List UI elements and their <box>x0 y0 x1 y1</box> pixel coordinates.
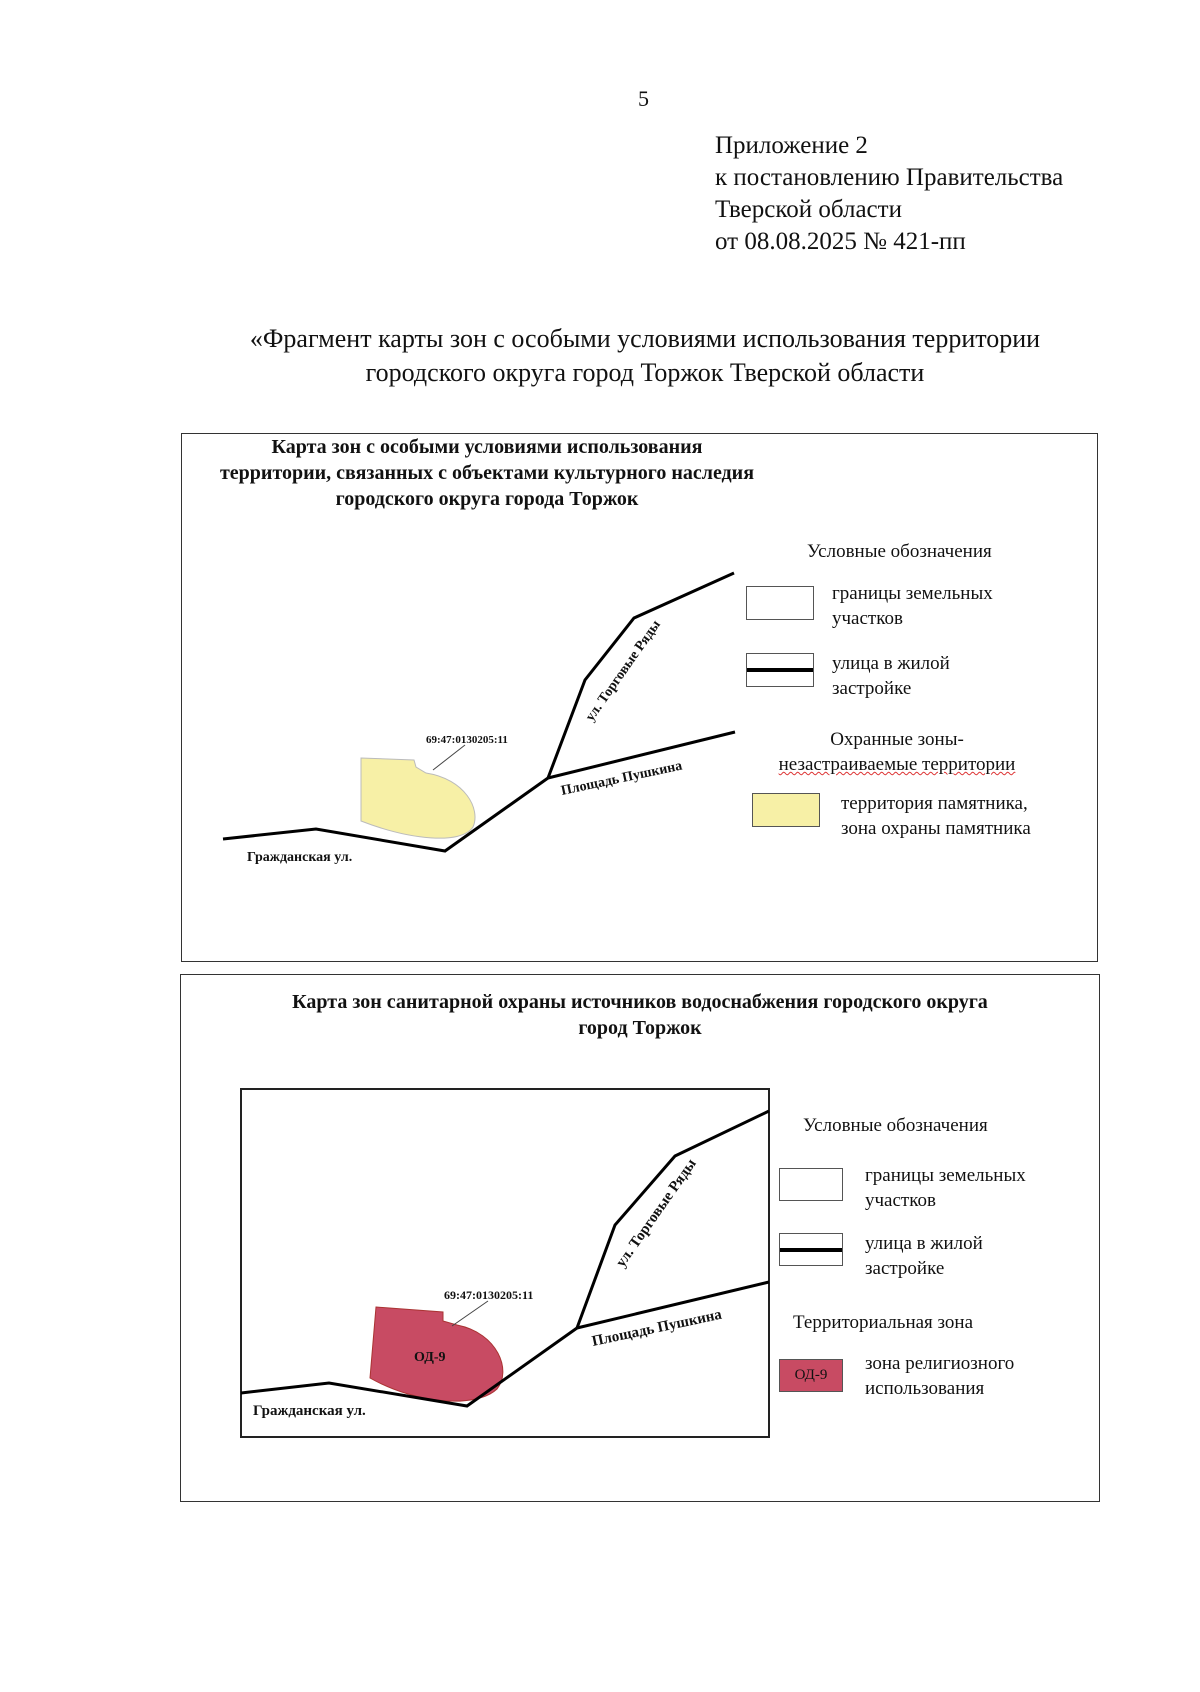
map2-legend-zone-swatch-label: ОД-9 <box>794 1367 828 1383</box>
map1-drawing <box>182 434 1097 961</box>
map1-title-line-3: городского округа города Торжок <box>335 488 639 510</box>
map2-legend-boundary-label <box>865 1163 1026 1213</box>
map1-legend-heading: Условные обозначения <box>807 541 992 562</box>
map2-legend-religious-label <box>865 1351 1014 1401</box>
map2-legend-boundary-line-2: участков <box>865 1190 936 1211</box>
map2-legend-street-swatch <box>779 1233 843 1266</box>
map2-legend-heading: Условные обозначения <box>803 1115 988 1136</box>
map2-zone-code: ОД-9 <box>414 1350 446 1365</box>
appendix-line-3: Тверской области <box>715 196 902 223</box>
map1-label-grazhdanskaya: Гражданская ул. <box>247 850 353 865</box>
map2-label-torgovye: ул. Торговые Ряды <box>613 1156 700 1271</box>
document-title-line-2: городского округа город Торжок Тверской области <box>365 358 925 387</box>
map2-label-pushkin: Площадь Пушкина <box>590 1306 724 1350</box>
map2-legend-street-line-1: улица в жилой <box>865 1233 983 1254</box>
map2-legend-boundary-swatch <box>779 1168 843 1201</box>
appendix-header <box>715 130 1063 258</box>
map1-legend-street-label <box>832 651 950 701</box>
appendix-line-1: Приложение 2 <box>715 132 868 159</box>
map2-legend-street-line-2: застройке <box>865 1258 945 1279</box>
map2-title-line-2: город Торжок <box>578 1017 702 1039</box>
appendix-line-4: от 08.08.2025 № 421-пп <box>715 228 966 255</box>
map1-parcel-leader <box>433 745 465 770</box>
map1-legend-street-line-1: улица в жилой <box>832 653 950 674</box>
map2-legend-territorial-heading: Территориальная зона <box>793 1312 974 1333</box>
map1-street-torgovye-line <box>548 573 734 778</box>
map-panel-sanitary-protection <box>180 974 1100 1502</box>
map1-legend-monument-line-2: зона охраны памятника <box>841 818 1031 839</box>
appendix-line-2: к постановлению Правительства <box>715 164 1064 191</box>
map1-label-torgovye: ул. Торговые Ряды <box>582 617 664 725</box>
map2-legend-boundary-line-1: границы земельных <box>865 1165 1026 1186</box>
map1-title-line-1: Карта зон с особыми условиями использования <box>271 436 703 458</box>
map2-legend-religious-line-1: зона религиозного <box>865 1353 1015 1374</box>
map1-parcel-number: 69:47:0130205:11 <box>426 734 508 746</box>
map-panel-cultural-heritage <box>181 433 1098 962</box>
map1-legend-street-line-2: застройке <box>832 678 912 699</box>
map1-legend-protected-heading-line-2: незастраиваемые территории <box>778 754 1016 775</box>
map1-legend-boundary-label <box>832 581 993 631</box>
map1-legend-boundary-line-1: границы земельных <box>832 583 993 604</box>
page-number: 5 <box>638 86 649 111</box>
map2-label-grazhdanskaya: Гражданская ул. <box>253 1403 366 1419</box>
map1-legend-protected-heading-line-1: Охранные зоны- <box>830 729 964 750</box>
map1-legend-monument-label <box>841 791 1031 841</box>
document-title <box>130 322 1160 390</box>
map2-street-torgovye-line <box>577 1111 769 1328</box>
map1-legend-street-swatch <box>746 653 814 687</box>
map1-legend-boundary-line-2: участков <box>832 608 903 629</box>
map1-legend-monument-line-1: территория памятника, <box>841 793 1028 814</box>
map2-legend-religious-line-2: использования <box>865 1378 985 1399</box>
map1-title-line-2: территории, связанных с объектами культурного наследия <box>219 462 755 484</box>
map2-title-line-1: Карта зон санитарной охраны источников водоснабжения городского округа <box>292 991 988 1013</box>
map1-legend-boundary-swatch <box>746 586 814 620</box>
map1-parcel <box>361 758 475 838</box>
map1-legend-protected-heading <box>752 727 1042 777</box>
map2-parcel-leader <box>452 1301 488 1326</box>
map2-legend-street-label <box>865 1231 983 1281</box>
map1-label-pushkin: Площадь Пушкина <box>559 758 684 799</box>
map1-legend-monument-swatch <box>752 793 820 827</box>
map2-parcel-number: 69:47:0130205:11 <box>444 1288 534 1302</box>
map2-legend-zone-swatch <box>779 1359 843 1392</box>
document-title-line-1: «Фрагмент карты зон с особыми условиями использования территории <box>249 324 1041 353</box>
